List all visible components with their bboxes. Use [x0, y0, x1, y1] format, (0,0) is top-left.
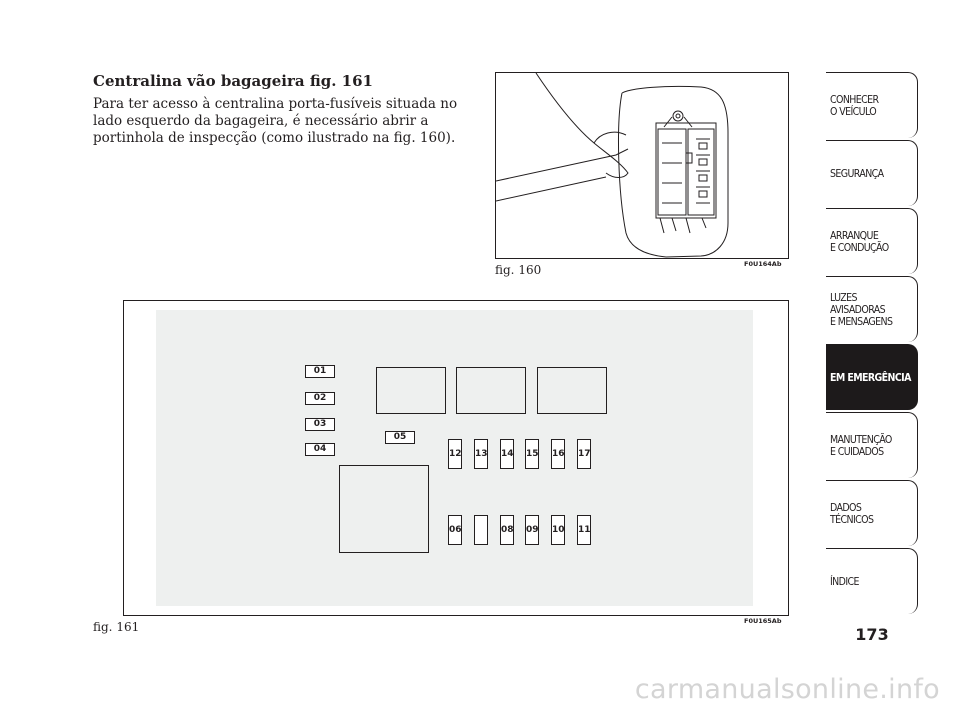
- page-number: 173: [855, 625, 889, 644]
- fig-161-caption: fig. 161: [93, 620, 140, 634]
- relay-slot-3: [537, 367, 607, 414]
- fig-160-code: F0U164Ab: [744, 260, 782, 268]
- fuse-16: 16: [551, 439, 565, 469]
- fuse-12: 12: [448, 439, 462, 469]
- fuse-11: 11: [577, 515, 591, 545]
- tab-indice[interactable]: ÍNDICE: [826, 548, 918, 614]
- fuse-tag-03: 03: [305, 418, 335, 431]
- fuse-14: 14: [500, 439, 514, 469]
- fuse-17: 17: [577, 439, 591, 469]
- watermark-text: carmanualsonline.info: [634, 674, 940, 705]
- section-paragraph: Para ter acesso à centralina porta-fusíveis situada no lado esquerdo da bagageira, é necessário abrir a portinhola de inspecção (como ilustrado na fig. 160).: [93, 96, 458, 146]
- relay-slot-2: [456, 367, 526, 414]
- maxi-relay-slot: [339, 465, 429, 553]
- tab-dados-tecnicos[interactable]: DADOS TÉCNICOS: [826, 480, 918, 546]
- fig-160-caption: fig. 160: [495, 263, 542, 277]
- tab-em-emergencia[interactable]: EM EMERGÊNCIA: [826, 344, 918, 410]
- fig-161-fuse-diagram: [123, 300, 789, 616]
- trunk-fuse-box-drawing: [496, 73, 788, 258]
- tab-seguranca[interactable]: SEGURANÇA: [826, 140, 918, 206]
- fig-161-code: F0U165Ab: [744, 617, 782, 625]
- tab-arranque-e-conducao[interactable]: ARRANQUE E CONDUÇÃO: [826, 208, 918, 274]
- fuse-tag-05: 05: [385, 431, 415, 444]
- fuse-15: 15: [525, 439, 539, 469]
- fuse-07-empty: [474, 515, 488, 545]
- tab-manutencao-e-cuidados[interactable]: MANUTENÇÃO E CUIDADOS: [826, 412, 918, 478]
- tab-conhecer-o-veiculo[interactable]: CONHECER O VEÍCULO: [826, 72, 918, 138]
- fuse-box-panel: [156, 310, 753, 606]
- relay-slot-1: [376, 367, 446, 414]
- tab-luzes-avisadoras[interactable]: LUZES AVISADORAS E MENSAGENS: [826, 276, 918, 342]
- fuse-13: 13: [474, 439, 488, 469]
- fuse-10: 10: [551, 515, 565, 545]
- fuse-tag-01: 01: [305, 365, 335, 378]
- fuse-09: 09: [525, 515, 539, 545]
- fig-160-illustration: [495, 72, 789, 259]
- fuse-tag-02: 02: [305, 392, 335, 405]
- fuse-tag-04: 04: [305, 443, 335, 456]
- fuse-08: 08: [500, 515, 514, 545]
- fuse-06: 06: [448, 515, 462, 545]
- section-heading: Centralina vão bagageira fig. 161: [93, 72, 373, 90]
